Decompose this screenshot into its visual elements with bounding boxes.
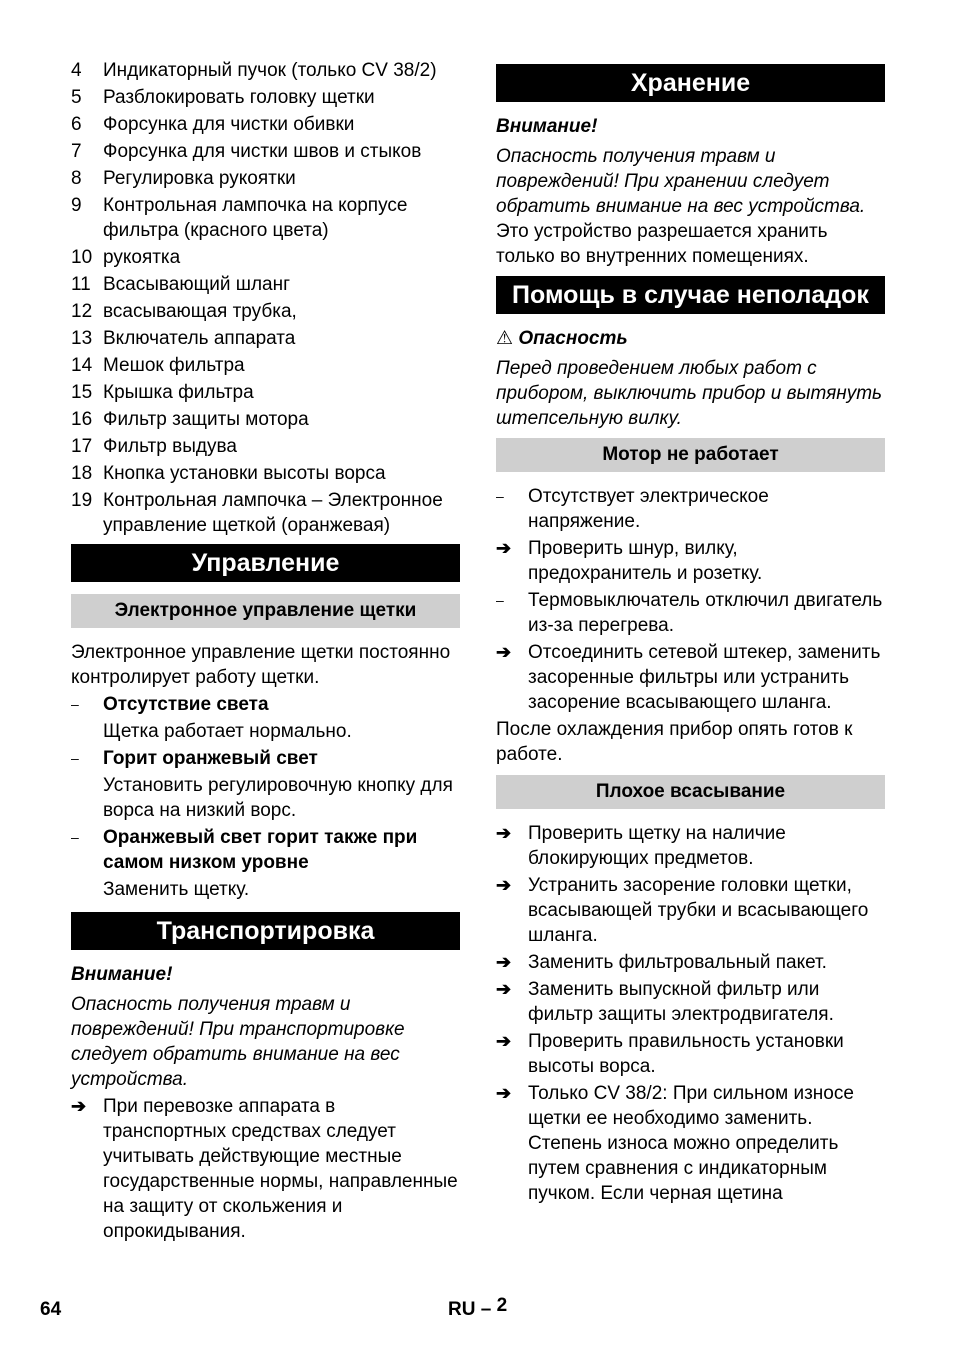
motor-item: – Отсутствует электрическое напряжение. [496,486,769,532]
arrow-icon: ➔ [496,642,512,662]
suction-item: ➔ Устранить засорение головки щетки, всасывающей трубки и всасывающего шланга. [496,875,869,946]
list-item: 13 Включатель аппарата [71,328,296,349]
storage-warning-text: Опасность получения травм и повреждений! При хранении следует обратить внимание на вес устройства. [496,146,866,217]
arrow-icon: ➔ [496,979,512,999]
list-item: 17 Фильтр выдува [71,436,237,457]
list-item: 5 Разблокировать головку щетки [71,87,375,108]
motor-after-text: После охлаждения прибор опять готов к работе. [496,719,853,765]
section-page: 2 [496,1295,508,1316]
control-item-text: Установить регулировочную кнопку для ворса на низкий ворс. [103,775,453,821]
control-item [71,746,460,771]
control-item-title: Оранжевый свет горит также при самом низком уровне [103,827,418,873]
motor-item: ➔ Отсоединить сетевой штекер, заменить засоренные фильтры или устранить засорение всасывающего шланга. [496,642,881,713]
suction-item: ➔ Заменить выпускной фильтр или фильтр защиты электродвигателя. [496,979,834,1025]
list-item: 9 Контрольная лампочка на корпусе фильтра (красного цвета) [71,195,408,241]
storage-heading: Хранение [496,64,885,102]
warning-triangle-icon: ⚠ [496,328,514,349]
suction-item: ➔ Проверить правильность установки высоты ворса. [496,1031,844,1077]
list-item: 11 Всасывающий шланг [71,274,291,295]
danger-label: Опасность [518,328,628,349]
control-heading: Управление [71,544,460,582]
motor-item: – Термовыключатель отключил двигатель из-за перегрева. [496,590,883,636]
parts-list [71,58,460,538]
storage-text: Это устройство разрешается хранить только во внутренних помещениях. [496,221,828,267]
arrow-icon: ➔ [71,1096,87,1116]
transport-step-text: При перевозке аппарата в транспортных средствах следует учитывать действующие местные государственные нормы, направленные на защиту от скольжения и опрокидывания. [103,1096,458,1242]
control-item [71,825,460,875]
help-heading: Помощь в случае неполадок [496,276,885,314]
control-item [71,692,460,717]
language-code: RU – [448,1299,492,1320]
list-item: 15 Крышка фильтра [71,382,254,403]
suction-item: ➔ Только CV 38/2: При сильном износе щетки ее необходимо заменить. Степень износа можно определить путем сравнения с индикаторным пучком. Если черная щетина [496,1083,854,1204]
left-column [71,58,460,1246]
dash-marker: – [71,696,79,712]
list-item: 4 Индикаторный пучок (только CV 38/2) [71,60,437,81]
control-intro: Электронное управление щетки постоянно контролирует работу щетки. [71,642,451,688]
transport-warning-text: Опасность получения травм и повреждений! При транспортировке следует обратить внимание на вес устройства. [71,994,405,1090]
brush-control-subheading: Электронное управление щетки [71,594,460,628]
list-item: 6 Форсунка для чистки обивки [71,114,355,135]
suction-heading: Плохое всасывание [496,775,885,809]
arrow-icon: ➔ [496,1031,512,1051]
motor-item: ➔ Проверить шнур, вилку, предохранитель и розетку. [496,538,763,584]
control-item-title: Горит оранжевый свет [103,748,318,769]
list-item: 18 Кнопка установки высоты ворса [71,463,386,484]
dash-marker: – [71,750,79,766]
dash-marker: – [496,592,504,608]
transport-warning-label: Внимание! [71,964,173,985]
control-item-text: Щетка работает нормально. [103,721,352,742]
suction-item: ➔ Проверить щетку на наличие блокирующих предметов. [496,823,786,869]
list-item: 14 Мешок фильтра [71,355,245,376]
control-item-text: Заменить щетку. [103,879,250,900]
arrow-icon: ➔ [496,1083,512,1103]
page-number: 64 [40,1299,62,1320]
list-item: 16 Фильтр защиты мотора [71,409,309,430]
dash-marker: – [496,488,504,504]
language-page-label [448,1297,507,1322]
transport-step [71,1094,460,1244]
suction-item: ➔ Заменить фильтровальный пакет. [496,952,827,973]
list-item: 7 Форсунка для чистки швов и стыков [71,141,422,162]
arrow-icon: ➔ [496,875,512,895]
right-column [496,64,885,1208]
storage-warning-label: Внимание! [496,116,598,137]
arrow-icon: ➔ [496,538,512,558]
list-item: 19 Контрольная лампочка – Электронное управление щеткой (оранжевая) [71,490,443,536]
arrow-icon: ➔ [496,952,512,972]
transport-heading: Транспортировка [71,912,460,950]
control-item-title: Отсутствие света [103,694,269,715]
motor-heading: Мотор не работает [496,438,885,472]
danger-label-row [496,326,885,351]
list-item: 12 всасывающая трубка, [71,301,297,322]
danger-text: Перед проведением любых работ с прибором, выключить прибор и вытянуть штепсельную вилку. [496,358,883,429]
list-item: 8 Регулировка рукоятки [71,168,296,189]
arrow-icon: ➔ [496,823,512,843]
dash-marker: – [71,829,79,845]
list-item: 10 рукоятка [71,247,181,268]
